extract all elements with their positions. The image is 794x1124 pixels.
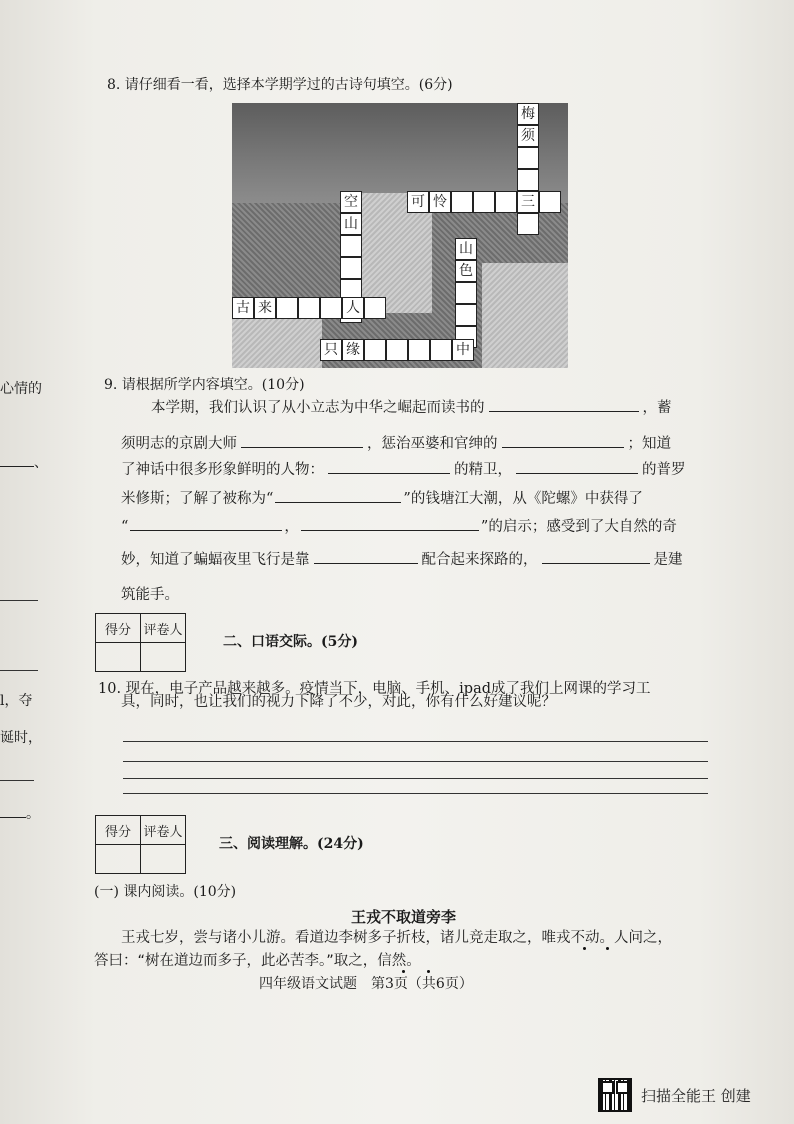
answer-line-3[interactable] (123, 778, 708, 779)
answer-line-2[interactable] (123, 761, 708, 762)
answer-line-1[interactable] (123, 741, 708, 742)
answer-blank[interactable] (542, 549, 650, 564)
emphasis-dot (583, 947, 586, 950)
cell-zhi: 只 (320, 339, 342, 361)
answer-blank[interactable] (241, 433, 363, 448)
margin-fragment-3: l，夺 (0, 693, 33, 709)
cell-blank (386, 339, 408, 361)
answer-blank[interactable] (516, 459, 638, 474)
cell-blank (539, 191, 561, 213)
page-footer: 四年级语文试题 第3页（共6页） (259, 976, 473, 992)
cell-lian: 怜 (429, 191, 451, 213)
answer-blank[interactable] (314, 549, 418, 564)
section-2-title: 二、口语交际。(5分) (223, 634, 358, 650)
cell-blank (495, 191, 517, 213)
score-cell[interactable] (96, 643, 141, 672)
puzzle-shade (482, 263, 568, 368)
passage-line-1: 王戎七岁，尝与诸小儿游。看道边李树多子折枝，诸儿竞走取之，唯戎不动。人问之， (121, 930, 672, 946)
answer-blank[interactable] (328, 459, 450, 474)
cell-shan1: 山 (340, 213, 362, 235)
subsection-1-title: (一) 课内阅读。(10分) (94, 884, 237, 900)
cell-xu: 须 (517, 125, 539, 147)
q10-line-2: 具，同时，也让我们的视力下降了不少，对此，你有什么好建议呢？ (121, 694, 556, 710)
cell-blank (517, 169, 539, 191)
cell-san: 三 (517, 191, 539, 213)
cell-zhong: 中 (452, 339, 474, 361)
margin-fragment-4: 诞时， (0, 730, 42, 746)
q9-prompt: 9. 请根据所学内容填空。(10分) (104, 377, 305, 393)
margin-line (0, 780, 34, 781)
cell-blank (320, 297, 342, 319)
cell-ke: 可 (407, 191, 429, 213)
q9-line-7: 筑能手。 (121, 587, 179, 603)
margin-fragment-1: 心情的 (0, 381, 42, 397)
score-box-section-2 (95, 613, 186, 672)
scanner-watermark: 扫描全能王 创建 (641, 1087, 751, 1105)
cell-lai: 来 (254, 297, 276, 319)
cell-blank (455, 282, 477, 304)
grader-cell[interactable] (141, 845, 186, 874)
score-cell[interactable] (96, 845, 141, 874)
cell-blank (364, 297, 386, 319)
cell-blank (451, 191, 473, 213)
grader-cell[interactable] (141, 643, 186, 672)
cell-se: 色 (455, 260, 477, 282)
cell-blank (455, 304, 477, 326)
q9-line-4: 米修斯；了解了被称为“ ”的钱塘江大潮，从《陀螺》中获得了 (121, 488, 643, 507)
cell-gu: 古 (232, 297, 254, 319)
passage-line-2: 答曰：“树在道边而多子，此必苦李。”取之，信然。 (94, 953, 421, 969)
answer-blank[interactable] (130, 516, 282, 531)
score-box-section-3 (95, 815, 186, 874)
cell-kong: 空 (340, 191, 362, 213)
margin-line (0, 600, 38, 601)
grader-header: 评卷人 (141, 816, 186, 845)
qr-code-icon (598, 1078, 632, 1112)
cell-blank (517, 213, 539, 235)
answer-blank[interactable] (489, 397, 639, 412)
q9-line-5: “ ， ”的启示；感受到了大自然的奇 (121, 516, 677, 535)
cell-blank (408, 339, 430, 361)
margin-fragment-2: 、 (0, 452, 48, 472)
cell-blank (430, 339, 452, 361)
puzzle-shade (232, 318, 322, 368)
q10-line-1: 10. 现在，电子产品越来越多。疫情当下，电脑、手机、ipad成了我们上网课的学习工 (98, 681, 651, 697)
score-header: 得分 (96, 816, 141, 845)
q9-line-3: 了神话中很多形象鲜明的人物： 的精卫， 的普罗 (121, 459, 686, 478)
cell-ren: 人 (342, 297, 364, 319)
passage-title: 王戎不取道旁李 (351, 908, 457, 926)
cell-shan2: 山 (455, 238, 477, 260)
cell-blank (276, 297, 298, 319)
cell-mei: 梅 (517, 103, 539, 125)
answer-blank[interactable] (502, 433, 624, 448)
q9-line-2: 须明志的京剧大师 ，惩治巫婆和官绅的 ；知道 (121, 433, 671, 452)
q8-prompt: 8. 请仔细看一看，选择本学期学过的古诗句填空。(6分) (107, 77, 453, 93)
margin-blank (0, 803, 26, 818)
cell-yuan: 缘 (342, 339, 364, 361)
score-header: 得分 (96, 614, 141, 643)
emphasis-dot (606, 947, 609, 950)
answer-blank[interactable] (301, 516, 479, 531)
crossword-puzzle (232, 103, 568, 368)
cell-blank (298, 297, 320, 319)
cell-blank (364, 339, 386, 361)
section-3-title: 三、阅读理解。(24分) (219, 836, 364, 852)
answer-line-4[interactable] (123, 793, 708, 794)
answer-blank[interactable] (275, 488, 401, 503)
cell-blank (473, 191, 495, 213)
q9-line-6: 妙，知道了蝙蝠夜里飞行是靠 配合起来探路的， 是建 (121, 549, 683, 568)
margin-blank (0, 452, 34, 467)
q9-line-1: 本学期，我们认识了从小立志为中华之崛起而读书的 ，蓄 (151, 397, 672, 416)
cell-blank (340, 257, 362, 279)
cell-blank (340, 235, 362, 257)
cell-blank (517, 147, 539, 169)
margin-line (0, 670, 38, 671)
margin-fragment-5: 。 (0, 803, 40, 823)
grader-header: 评卷人 (141, 614, 186, 643)
